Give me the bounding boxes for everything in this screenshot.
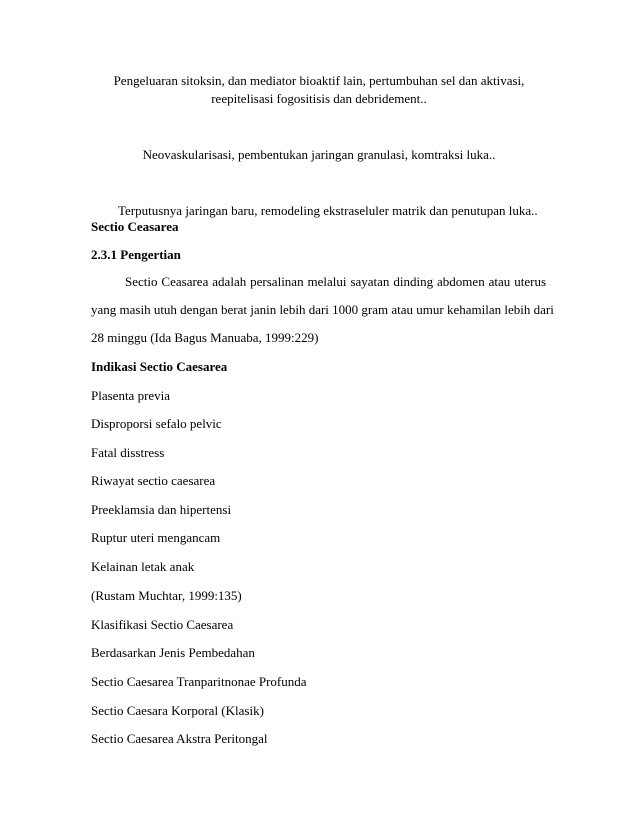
list-item: Klasifikasi Sectio Caesarea xyxy=(91,617,234,632)
section-title: Sectio Ceasarea xyxy=(91,219,179,234)
paragraph-line-3: 28 minggu (Ida Bagus Manuaba, 1999:229) xyxy=(91,330,319,345)
list-item: Plasenta previa xyxy=(91,388,171,403)
list-item: Kelainan letak anak xyxy=(91,559,195,574)
indikasi-heading: Indikasi Sectio Caesarea xyxy=(91,359,228,374)
citation: (Rustam Muchtar, 1999:135) xyxy=(91,588,242,603)
subheading-pengertian: 2.3.1 Pengertian xyxy=(91,247,181,262)
flow-step-3: Terputusnya jaringan baru, remodeling ekstraseluler matrik dan penutupan luka.. xyxy=(118,203,538,218)
paragraph-line-2: yang masih utuh dengan berat janin lebih dari 1000 gram atau umur kehamilan lebih dari xyxy=(91,302,554,317)
paragraph-line-1: Sectio Ceasarea adalah persalinan melalui sayatan dinding abdomen atau uterus xyxy=(125,274,546,289)
flow-step-1-line-1: Pengeluaran sitoksin, dan mediator bioaktif lain, pertumbuhan sel dan aktivasi, xyxy=(113,73,525,88)
list-item: Berdasarkan Jenis Pembedahan xyxy=(91,645,255,660)
list-item: Sectio Caesarea Akstra Peritongal xyxy=(91,731,268,746)
list-item: Ruptur uteri mengancam xyxy=(91,530,221,545)
list-item: Riwayat sectio caesarea xyxy=(91,473,216,488)
flow-step-2: Neovaskularisasi, pembentukan jaringan granulasi, komtraksi luka.. xyxy=(142,147,496,162)
list-item: Sectio Caesarea Tranparitnonae Profunda xyxy=(91,674,307,689)
list-item: Preeklamsia dan hipertensi xyxy=(91,502,232,517)
list-item: Sectio Caesara Korporal (Klasik) xyxy=(91,703,264,718)
list-item: Fatal disstress xyxy=(91,445,165,460)
list-item: Disproporsi sefalo pelvic xyxy=(91,416,222,431)
flow-step-1-line-2: reepitelisasi fogositisis dan debridement.. xyxy=(211,91,427,106)
